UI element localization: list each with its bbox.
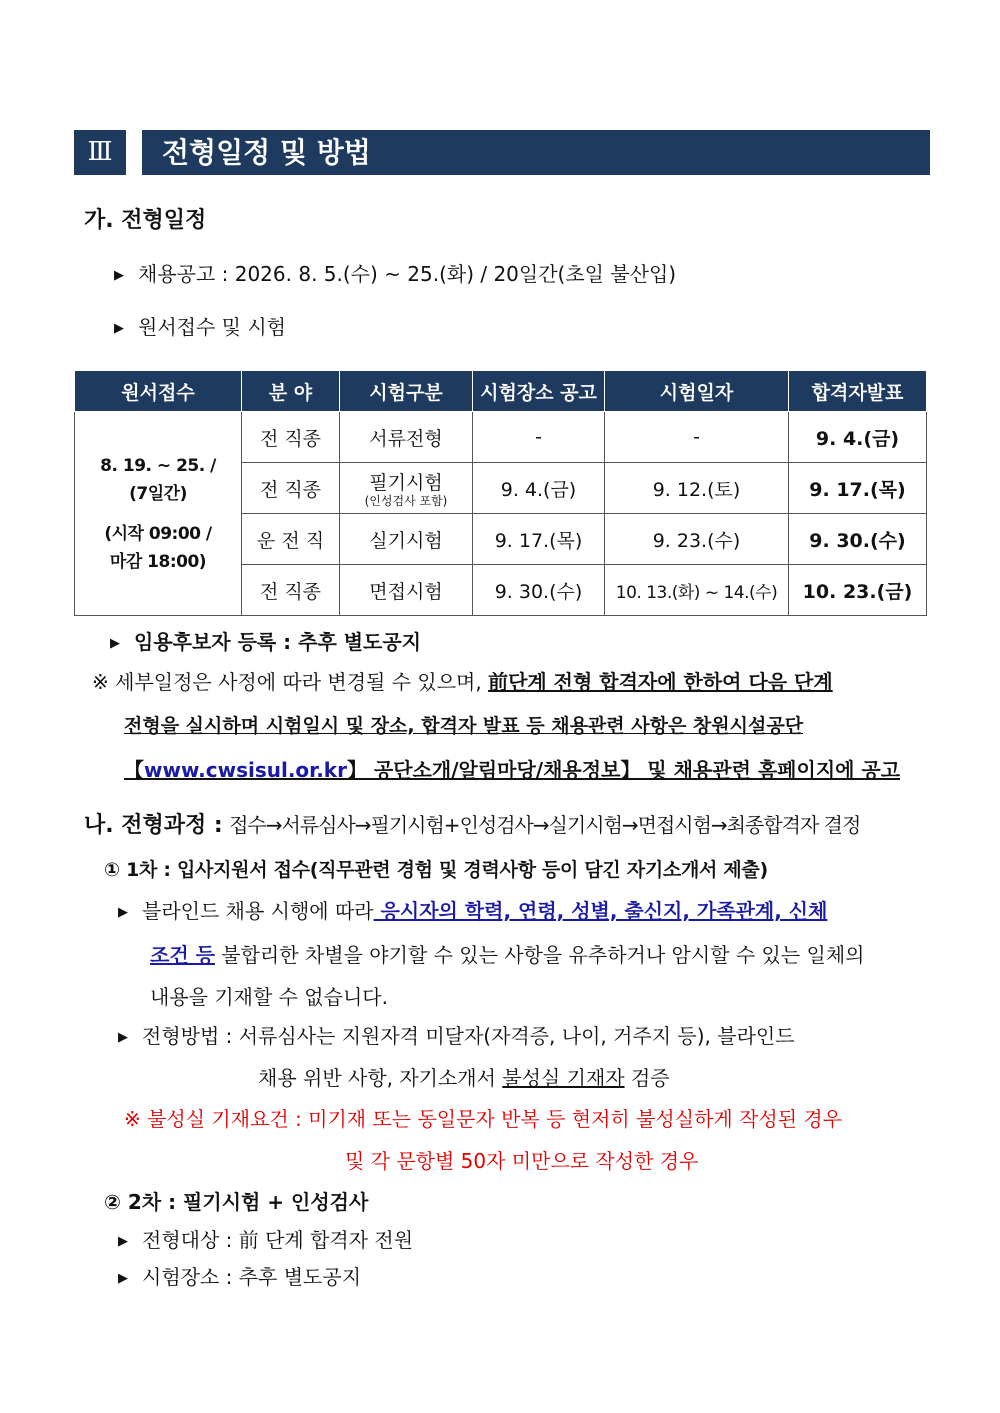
type-cell: 서류전형 [340,412,473,463]
field-cell: 전 직종 [242,565,340,616]
result-cell: 9. 30.(수) [789,514,927,565]
step1-heading: ① 1차 : 입사지원서 접수(직무관련 경험 및 경력사항 등이 담긴 자기소개서 제출) [104,859,768,881]
header-cell: 합격자발표 [789,371,927,412]
bullet-register: ▶ 임용후보자 등록 : 추후 별도공지 [110,630,422,654]
place-cell: 9. 4.(금) [473,463,605,514]
section-title: 전형일정 및 방법 [142,130,930,175]
place-cell: 9. 17.(목) [473,514,605,565]
header-cell: 분 야 [242,371,340,412]
insincere-criteria-cont: 및 각 문항별 50자 미만으로 작성한 경우 [345,1149,699,1173]
schedule-notice: ※ 세부일정은 사정에 따라 변경될 수 있으며, 前단계 전형 합격자에 한하여 다음 단계 전형을 실시하며 시험일시 및 장소, 합격자 발표 등 채용관련 사항은 창원시설공단 【www.cwsisul.or.kr】 공단소개/알림마당/채용정보】 및 채용관련 홈페이지에 공고 [92,670,901,782]
header-cell: 시험장소 공고 [473,371,605,412]
section-header [74,130,930,175]
field-cell: 전 직종 [242,463,340,514]
bullet-recruit-notice: ▶ 채용공고 : 2026. 8. 5.(수) ~ 25.(화) / 20일간(초일 불산입) [114,262,677,286]
place-cell: - [473,412,605,463]
triangle-right-icon: ▶ [114,268,124,283]
notice-mark: ※ [92,670,109,694]
step1-method-cont: 채용 위반 사항, 자기소개서 불성실 기재자 검증 [258,1066,670,1090]
step1-blind-notice: ▶ 블라인드 채용 시행에 따라 응시자의 학력, 연령, 성별, 출신지, 가족관계, 신체 조건 등 불합리한 차별을 야기할 수 있는 사항을 유추하거나 암시할 수 있는 일체의 내용을 기재할 수 없습니다. [118,899,865,1009]
result-cell: 9. 17.(목) [789,463,927,514]
cwsisul-link[interactable]: www.cwsisul.or.kr [144,758,347,782]
process-line: 나. 전형과정 : 접수→서류심사→필기시험+인성검사→실기시험→면접시험→최종합격자 결정 [84,813,861,838]
table-header-row [75,371,927,412]
step2-heading: ② 2차 : 필기시험 + 인성검사 [104,1190,369,1214]
step2-target: ▶ 전형대상 : 前 단계 합격자 전원 [118,1228,414,1252]
type-sub-label: (인성검사 포함) [364,494,448,508]
triangle-right-icon: ▶ [118,905,128,920]
triangle-right-icon: ▶ [118,1234,128,1249]
type-cell: 실기시험 [340,514,473,565]
result-cell: 10. 23.(금) [789,565,927,616]
header-cell: 원서접수 [75,371,242,412]
section-number: Ⅲ [74,130,126,175]
result-cell: 9. 4.(금) [789,412,927,463]
date-cell: 9. 12.(토) [605,463,789,514]
header-cell: 시험구분 [340,371,473,412]
table-row [75,412,927,463]
triangle-right-icon: ▶ [118,1271,128,1286]
triangle-right-icon: ▶ [118,1030,128,1045]
place-cell: 9. 30.(수) [473,565,605,616]
heading-ga: 가. 전형일정 [84,208,207,233]
type-cell: 면접시험 [340,565,473,616]
date-cell: 10. 13.(화) ~ 14.(수) [605,565,789,616]
field-cell: 전 직종 [242,412,340,463]
bullet-application: ▶ 원서접수 및 시험 [114,315,286,339]
heading-na: 나. 전형과정 : [84,813,223,838]
insincere-criteria: ※ 불성실 기재요건 : 미기재 또는 동일문자 반복 등 현저히 불성실하게 작성된 경우 [124,1107,843,1131]
schedule-table [74,370,927,616]
triangle-right-icon: ▶ [110,636,120,651]
header-cell: 시험일자 [605,371,789,412]
date-cell: - [605,412,789,463]
triangle-right-icon: ▶ [114,321,124,336]
step1-method: ▶ 전형방법 : 서류심사는 지원자격 미달자(자격증, 나이, 거주지 등), 블라인드 [118,1024,795,1048]
field-cell: 운 전 직 [242,514,340,565]
step2-place: ▶ 시험장소 : 추후 별도공지 [118,1265,362,1289]
date-cell: 9. 23.(수) [605,514,789,565]
receipt-period-cell: 8. 19. ~ 25. / (7일간) (시작 09:00 / 마감 18:00) [75,412,242,616]
type-cell: 필기시험 (인성검사 포함) [340,463,473,514]
